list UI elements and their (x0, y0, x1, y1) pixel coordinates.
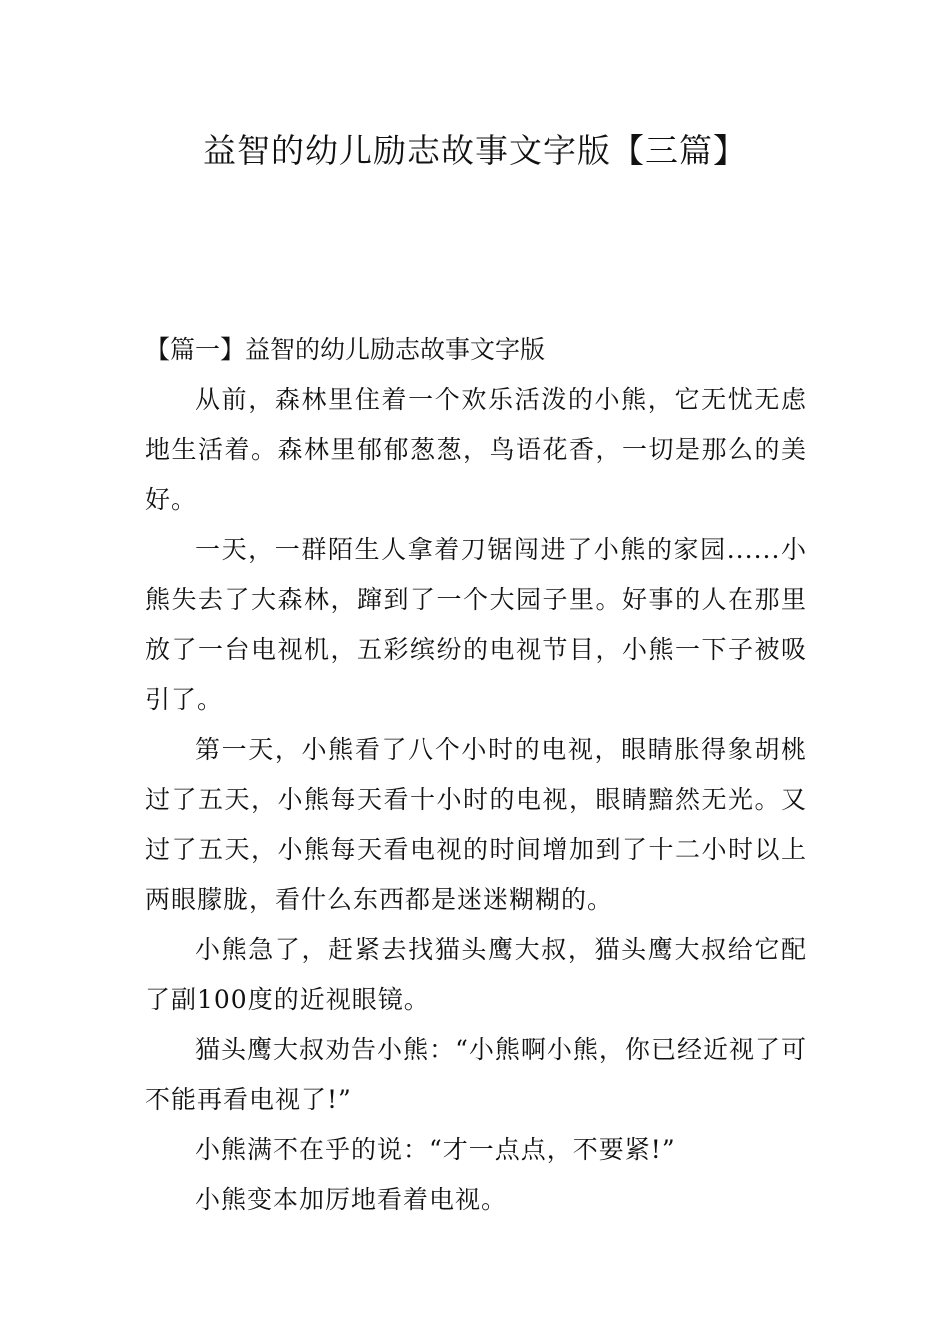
document-body (145, 325, 807, 1225)
paragraph-6: 小熊满不在乎的说：“才一点点，不要紧!” (195, 1135, 676, 1164)
paragraph-3: 第一天，小熊看了八个小时的电视，眼睛胀得象胡桃过了五天，小熊每天看十小时的电视，眼睛黯然无光。又过了五天，小熊每天看电视的时间增加到了十二小时以上两眼朦胧，看什么东西都是迷迷糊糊的。 (145, 735, 807, 914)
paragraph-2: 一天，一群陌生人拿着刀锯闯进了小熊的家园......小熊失去了大森林，蹿到了一个大园子里。好事的人在那里放了一台电视机，五彩缤纷的电视节目，小熊一下子被吸引了。 (145, 535, 807, 714)
paragraph-5: 猫头鹰大叔劝告小熊：“小熊啊小熊，你已经近视了可不能再看电视了!” (145, 1035, 807, 1114)
paragraph-4: 小熊急了，赶紧去找猫头鹰大叔，猫头鹰大叔给它配了副100度的近视眼镜。 (145, 935, 807, 1014)
paragraph-1: 从前，森林里住着一个欢乐活泼的小熊，它无忧无虑地生活着。森林里郁郁葱葱，鸟语花香，一切是那么的美好。 (145, 385, 807, 514)
paragraph-7: 小熊变本加厉地看着电视。 (195, 1185, 508, 1214)
document-title: 益智的幼儿励志故事文字版【三篇】 (203, 131, 747, 170)
section-heading: 【篇一】益智的幼儿励志故事文字版 (145, 335, 546, 364)
